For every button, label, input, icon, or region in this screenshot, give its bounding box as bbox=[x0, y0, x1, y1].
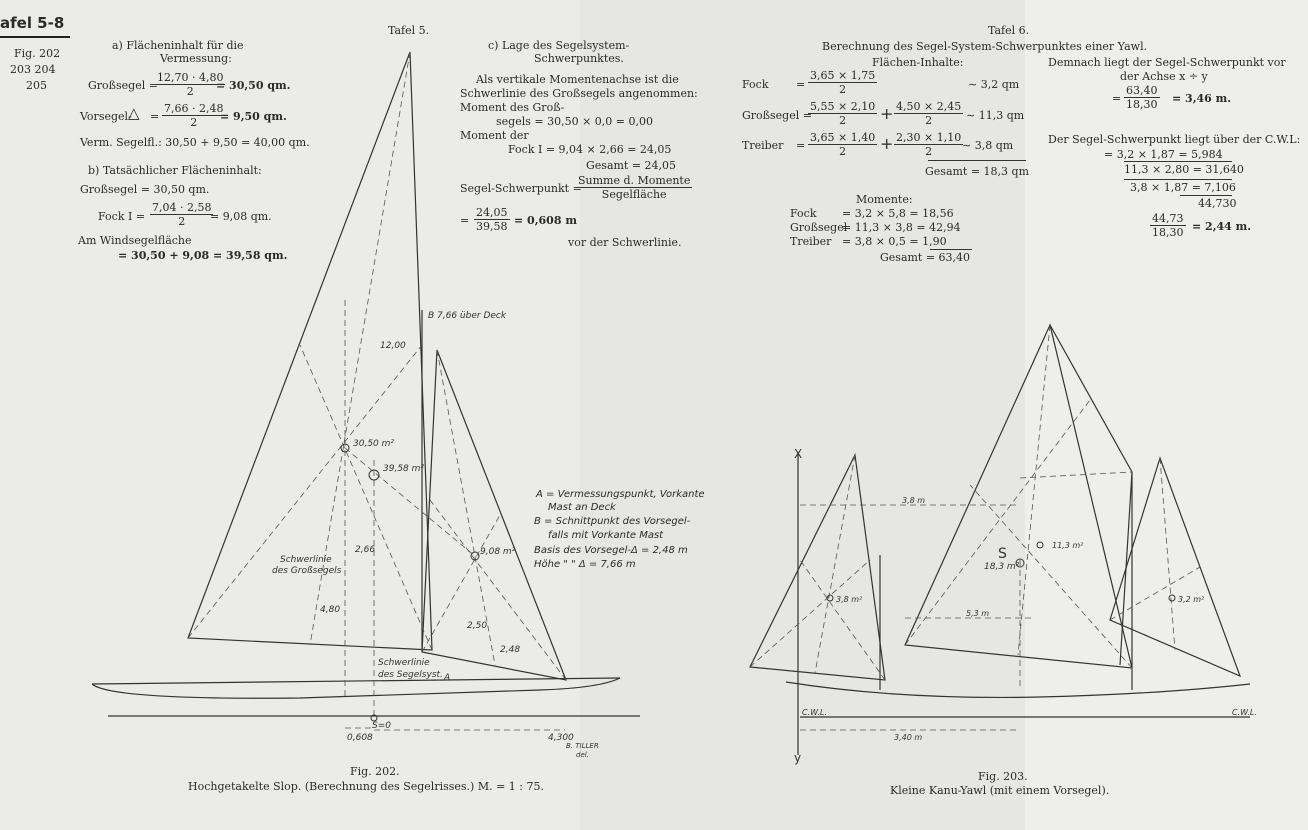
area-fock-label: 9,08 m² bbox=[480, 547, 516, 557]
s0-label: S=0 bbox=[372, 721, 391, 731]
section-c-title-2: Schwerpunktes. bbox=[534, 52, 624, 65]
construction-line bbox=[1020, 472, 1132, 478]
tafel-5-header: Tafel 5. bbox=[388, 24, 430, 37]
foresail-outline bbox=[422, 350, 566, 680]
right-text-2: der Achse x ÷ y bbox=[1120, 70, 1208, 83]
tab-fig-1: Fig. 202 bbox=[14, 47, 61, 60]
s-label: S bbox=[998, 546, 1007, 562]
treiber-centroid bbox=[1169, 595, 1175, 601]
right-f1-equals: = bbox=[1112, 92, 1122, 105]
a-row1-label: Großsegel = bbox=[88, 79, 158, 92]
c-line8-denominator: Segelfläche bbox=[601, 188, 667, 201]
construction-line bbox=[1160, 458, 1175, 650]
momente-title: Momente: bbox=[856, 193, 913, 206]
dim-340-label: 3,40 m bbox=[894, 733, 923, 742]
tafel-6-title: Berechnung des Segel-System-Schwerpunktes einer Yawl. bbox=[822, 40, 1148, 53]
a-point-label: A bbox=[444, 673, 451, 683]
treiber-equals: = bbox=[796, 139, 806, 152]
moment-grosssegel-label: Großsegel bbox=[790, 221, 848, 234]
schwerlinie-gs-label-2: des Großsegels bbox=[272, 566, 342, 576]
fock-denominator: 2 bbox=[839, 83, 847, 96]
treiber-outline bbox=[1110, 458, 1240, 676]
yawl-hull bbox=[786, 682, 1250, 697]
c-line8-label: Segel-Schwerpunkt = bbox=[460, 182, 582, 195]
legend-line-6: Höhe " " Δ = 7,66 m bbox=[534, 559, 636, 570]
grosssegel-numerator-2: 4,50 × 2,45 bbox=[896, 100, 962, 113]
treiber-result: ∼ 3,8 qm bbox=[962, 139, 1014, 152]
b-row4: = 30,50 + 9,08 = 39,58 qm. bbox=[118, 249, 288, 262]
grosssegel-centroid bbox=[1037, 542, 1043, 548]
c-line1: Als vertikale Momentenachse ist die bbox=[476, 73, 679, 86]
a-row2-result: = 9,50 qm. bbox=[220, 110, 287, 123]
right-fraction-2-numerator: 44,73 bbox=[1152, 212, 1184, 225]
signature-2: del. bbox=[576, 751, 589, 759]
tab-fig-3: 205 bbox=[26, 79, 47, 92]
section-a-title-2: Vermessung: bbox=[160, 52, 232, 65]
fock-label: Fock bbox=[742, 78, 769, 91]
right-fraction-2-denominator: 18,30 bbox=[1152, 226, 1184, 239]
area-total-label: 39,58 m² bbox=[383, 464, 425, 474]
tab-fig-2: 203 204 bbox=[10, 63, 56, 76]
treiber-numerator-1: 3,65 × 1,40 bbox=[810, 131, 876, 144]
construction-line bbox=[905, 400, 1090, 645]
grosssegel-denominator-1: 2 bbox=[839, 114, 847, 127]
fig-202-caption: Fig. 202. bbox=[350, 765, 400, 778]
legend-line-1: A = Vermessungspunkt, Vorkante bbox=[536, 489, 705, 500]
a-row1-numerator: 12,70 · 4,80 bbox=[157, 71, 224, 84]
fock-numerator: 3,65 × 1,75 bbox=[810, 69, 876, 82]
c-line7: Gesamt = 24,05 bbox=[586, 159, 677, 172]
moment-sum: Gesamt = 63,40 bbox=[880, 251, 971, 264]
dim-1200: 12,00 bbox=[380, 341, 406, 351]
b-point-note: B 7,66 über Deck bbox=[428, 311, 507, 321]
c-line9-denominator: 39,58 bbox=[476, 220, 508, 233]
treiber-area-label: 3,2 m² bbox=[1178, 595, 1205, 604]
dim-4300: 4,300 bbox=[548, 733, 574, 743]
legend-line-3: B = Schnittpunkt des Vorsegel- bbox=[534, 516, 691, 527]
deck-line bbox=[92, 678, 620, 684]
fock-result: ∼ 3,2 qm bbox=[968, 78, 1020, 91]
dim-248: 2,48 bbox=[500, 645, 521, 655]
tafel-tab-label: afel 5-8 bbox=[0, 14, 65, 32]
c-line9-numerator: 24,05 bbox=[476, 206, 508, 219]
fig-203-drawing bbox=[750, 325, 1250, 755]
c-line3: Moment des Groß- bbox=[460, 101, 565, 114]
area-sum: Gesamt = 18,3 qm bbox=[925, 165, 1030, 178]
c-line2: Schwerlinie des Großsegels angenommen: bbox=[460, 87, 698, 100]
flaechen-inhalte-title: Flächen-Inhalte: bbox=[872, 56, 964, 69]
treiber-plus: + bbox=[880, 134, 894, 153]
schwerlinie-sys-label-2: des Segelsyst. bbox=[378, 670, 443, 680]
construction-line bbox=[437, 350, 495, 665]
a-row1-result: = 30,50 qm. bbox=[216, 79, 291, 92]
moment-fock-expr: = 3,2 × 5,8 = 18,56 bbox=[842, 207, 954, 220]
section-c-title: c) Lage des Segelsystem- bbox=[488, 39, 630, 52]
a-row2-numerator: 7,66 · 2,48 bbox=[164, 102, 224, 115]
right-result-1: = 3,46 m. bbox=[1172, 92, 1232, 105]
moment-fock-label: Fock bbox=[790, 207, 817, 220]
right-row-2: 11,3 × 2,80 = 31,640 bbox=[1124, 163, 1244, 176]
right-text-3: Der Segel-Schwerpunkt liegt über der C.W.L: bbox=[1048, 133, 1301, 146]
cwl-label-left: C.W.L. bbox=[802, 708, 827, 717]
grosssegel-plus: + bbox=[880, 104, 894, 123]
dim-266: 2,66 bbox=[355, 545, 376, 555]
area-main-label: 30,50 m² bbox=[353, 439, 395, 449]
fig-202-drawing bbox=[92, 52, 640, 716]
cwl-label-right: C.W.L. bbox=[1232, 708, 1257, 717]
a-row1-denominator: 2 bbox=[186, 85, 194, 98]
construction-line bbox=[750, 560, 870, 667]
grosssegel-lower-outline bbox=[905, 325, 1132, 668]
y-axis-label: y bbox=[794, 751, 802, 765]
construction-line bbox=[815, 455, 855, 673]
legend-line-4: falls mit Vorkante Mast bbox=[548, 530, 664, 541]
construction-line bbox=[1018, 325, 1050, 655]
section-a-title: a) Flächeninhalt für die bbox=[112, 39, 244, 52]
a-row2-equals: = bbox=[150, 110, 160, 123]
dim-38-label: 3,8 m bbox=[902, 496, 926, 505]
section-b-title: b) Tatsächlicher Flächeninhalt: bbox=[88, 164, 262, 177]
treiber-denominator-1: 2 bbox=[839, 145, 847, 158]
fig-203-caption: Fig. 203. bbox=[978, 770, 1028, 783]
b-row1: Großsegel = 30,50 qm. bbox=[80, 183, 210, 196]
moment-treiber-label: Treiber bbox=[790, 235, 832, 248]
signature: B. TILLER bbox=[566, 742, 599, 750]
c-line6: Fock I = 9,04 × 2,66 = 24,05 bbox=[508, 143, 672, 156]
b-row2-label: Fock I = bbox=[98, 210, 146, 223]
right-row-1: = 3,2 × 1,87 = 5,984 bbox=[1104, 148, 1223, 161]
b-row2-denominator: 2 bbox=[178, 215, 186, 228]
fig-203-caption-2: Kleine Kanu-Yawl (mit einem Vorsegel). bbox=[890, 784, 1110, 797]
right-row-4: 44,730 bbox=[1198, 197, 1237, 210]
b-row2-numerator: 7,04 · 2,58 bbox=[152, 201, 212, 214]
fig-202-construction-lines bbox=[188, 52, 566, 730]
treiber-label: Treiber bbox=[742, 139, 784, 152]
gs-area-label: 11,3 m² bbox=[1052, 541, 1084, 550]
triangle-symbol: △ bbox=[128, 104, 140, 122]
x-axis-label: X bbox=[794, 447, 803, 461]
b-row2-result: = 9,08 qm. bbox=[210, 210, 272, 223]
fig-202-caption-2: Hochgetakelte Slop. (Berechnung des Segelrisses.) M. = 1 : 75. bbox=[188, 780, 544, 793]
fock-outline bbox=[750, 455, 885, 680]
c-line4: segels = 30,50 × 0,0 = 0,00 bbox=[496, 115, 653, 128]
a-row2-label: Vorsegel- bbox=[80, 110, 132, 123]
schwerlinie-gs-label: Schwerlinie bbox=[280, 555, 332, 565]
legend-line-5: Basis des Vorsegel-Δ = 2,48 m bbox=[534, 545, 688, 556]
grosssegel-numerator-1: 5,55 × 2,10 bbox=[810, 100, 876, 113]
right-text-1: Demnach liegt der Segel-Schwerpunkt vor bbox=[1048, 56, 1286, 69]
grosssegel-denominator-2: 2 bbox=[925, 114, 933, 127]
right-result-2: = 2,44 m. bbox=[1192, 220, 1252, 233]
a-row2-denominator: 2 bbox=[190, 116, 198, 129]
treiber-numerator-2: 2,30 × 1,10 bbox=[896, 131, 962, 144]
c-line10: vor der Schwerlinie. bbox=[568, 236, 682, 249]
grosssegel-result: ∼ 11,3 qm bbox=[966, 109, 1025, 122]
moment-treiber-expr: = 3,8 × 0,5 = 1,90 bbox=[842, 235, 947, 248]
construction-line bbox=[430, 500, 566, 680]
legend-line-2: Mast an Deck bbox=[548, 502, 616, 513]
s-area-label: 18,3 m² bbox=[984, 562, 1020, 572]
fock-area-label: 3,8 m² bbox=[836, 595, 863, 604]
construction-line bbox=[800, 560, 885, 680]
b-row3: Am Windsegelfläche bbox=[78, 234, 192, 247]
c-line5: Moment der bbox=[460, 129, 529, 142]
dim-53-label: 5,3 m bbox=[966, 609, 990, 618]
grosssegel-label: Großsegel = bbox=[742, 109, 812, 122]
fock-equals: = bbox=[796, 78, 806, 91]
dim-250: 2,50 bbox=[467, 621, 488, 631]
dim-480: 4,80 bbox=[320, 605, 341, 615]
schwerlinie-sys-label: Schwerlinie bbox=[378, 658, 430, 668]
right-fraction-1-denominator: 18,30 bbox=[1126, 98, 1158, 111]
moment-grosssegel-expr: = 11,3 × 3,8 = 42,94 bbox=[842, 221, 961, 234]
construction-line bbox=[188, 345, 425, 638]
construction-line bbox=[422, 515, 500, 652]
a-row3: Verm. Segelfl.: 30,50 + 9,50 = 40,00 qm. bbox=[80, 136, 310, 149]
treiber-denominator-2: 2 bbox=[925, 145, 933, 158]
c-line9-result: = 0,608 m bbox=[514, 214, 577, 227]
c-line9-equals: = bbox=[460, 214, 470, 227]
construction-line bbox=[970, 485, 1132, 668]
dim-0608: 0,608 bbox=[347, 733, 373, 743]
right-row-3: 3,8 × 1,87 = 7,106 bbox=[1130, 181, 1236, 194]
right-fraction-1-numerator: 63,40 bbox=[1126, 84, 1158, 97]
tafel-6-header: Tafel 6. bbox=[988, 24, 1030, 37]
c-line8-numerator: Summe d. Momente bbox=[578, 174, 691, 187]
